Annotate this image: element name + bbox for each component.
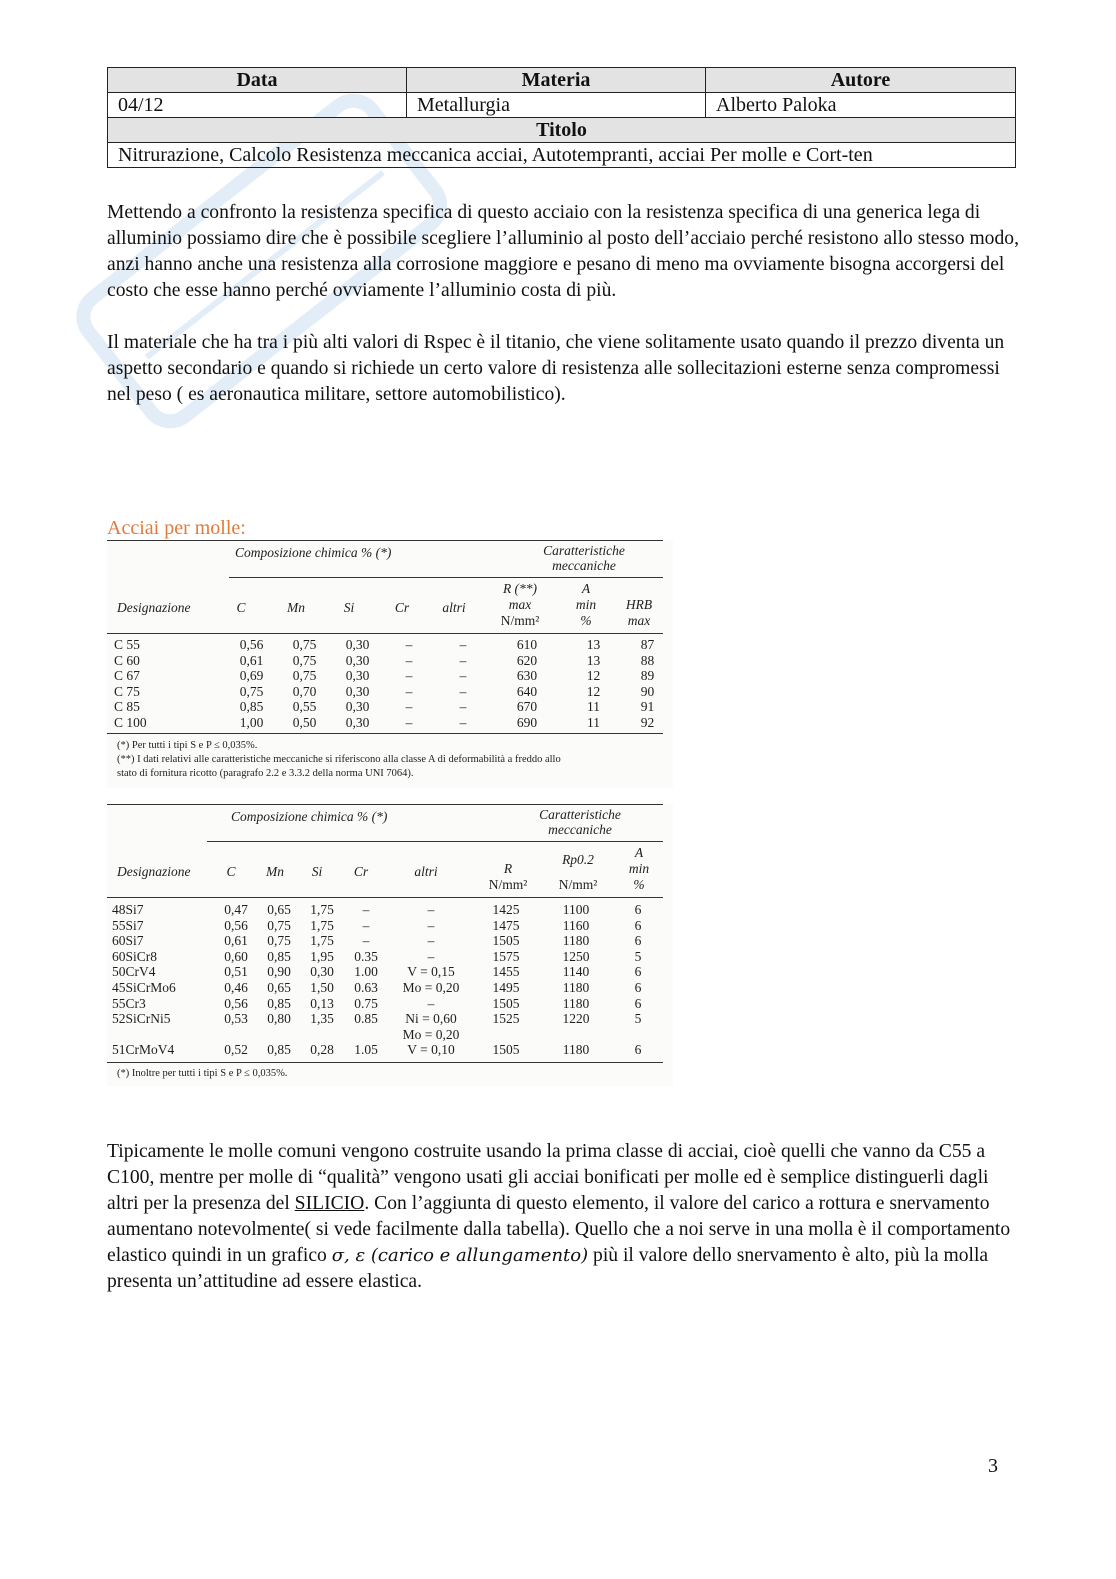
table1-cell-hrb: 92: [640, 714, 655, 730]
table1-h-cr: Cr: [394, 600, 410, 615]
table2-cell-altri: Mo = 0,20: [402, 979, 460, 995]
body-paragraph-2-part-c: più il valore dello snervamento è alto, più la molla presenta un’attitudine ad essere elastica.: [107, 1245, 989, 1292]
table2-cell-rp: 1140: [562, 964, 590, 980]
table1-h-a-3: %: [580, 613, 592, 628]
intro-paragraph-2: Il materiale che ha tra i più alti valori di Rspec è il titanio, che viene solitamente usato quando il prezzo diventa un aspetto secondario e quando si richiede un certo valore di resistenza alle sollecitazioni esterne senza compromessi nel peso ( es aeronautica militare, settore automobilistico).: [107, 332, 1005, 405]
table2-group-chem: Composizione chimica % (*): [231, 809, 388, 824]
table2-cell-cr: –: [362, 933, 370, 949]
table2-cell-mn: 0,80: [267, 1011, 291, 1027]
table2-cell-a: 6: [634, 1042, 642, 1058]
table2-cell-altri: V = 0,15: [407, 964, 455, 980]
table1-cell-hrb: 87: [640, 637, 655, 652]
table2-cell-si: 1,75: [310, 902, 334, 917]
table2-row: [112, 902, 663, 918]
table2-cell-mn: 0,65: [267, 979, 291, 995]
table2-row: [112, 996, 663, 1012]
table1-cell-a: 13: [586, 652, 601, 668]
table2-cell-des: 60SiCr8: [112, 948, 158, 964]
table1-cell-hrb: 90: [640, 683, 655, 699]
table1-cell-cr: –: [405, 699, 413, 715]
table2-cell-altri: –: [427, 933, 435, 949]
table2-cell-rp: 1180: [562, 995, 590, 1011]
table1-cell-si: 0,30: [345, 683, 370, 699]
table1-cell-mn: 0,70: [292, 683, 317, 699]
table1-cell-cr: –: [405, 668, 413, 684]
table2-cell-a: 5: [634, 948, 642, 964]
table2-cell-r: 1505: [492, 1042, 520, 1058]
table2-cell-a: [613, 1027, 663, 1043]
table1-h-r-3: N/mm²: [500, 613, 540, 628]
table1-cell-r: 620: [516, 652, 538, 668]
table2-body: [112, 902, 663, 1058]
body-paragraph-2: [107, 1139, 1022, 1295]
table2-cell-c: 0,51: [224, 964, 248, 980]
table1-cell-altri: –: [459, 668, 467, 684]
table2-row: [112, 933, 663, 949]
table1-cell-mn: 0,75: [292, 652, 317, 668]
table2-cell-des: 51CrMoV4: [112, 1042, 175, 1058]
table2-cell-c: 0,60: [224, 948, 248, 964]
table-alloy-spring-steels: [107, 804, 673, 1086]
table1-note-2a: (**) I dati relativi alle caratteristiche meccaniche si riferiscono alla classe A di deformabilità a freddo allo: [117, 754, 561, 765]
table2-cell-des: 55Si7: [112, 917, 144, 933]
table2-cell-a: 6: [634, 917, 642, 933]
table2-cell-altri: Ni = 0,60: [405, 1011, 457, 1027]
table1-rule-mech: [497, 577, 663, 578]
table2-cell-c: 0,52: [224, 1042, 248, 1058]
table2-cell-rp: 1220: [562, 1011, 590, 1027]
table2-cell-cr: 0.85: [354, 1011, 378, 1027]
table1-h-c: C: [236, 600, 246, 615]
page-number: 3: [988, 1455, 998, 1477]
header-titolo-value: Nitrurazione, Calcolo Resistenza meccanica acciai, Autotempranti, acciai Per molle e Cort-ten: [108, 143, 1016, 168]
table1-cell-c: 0,69: [239, 668, 264, 684]
table1-cell-mn: 0,50: [292, 714, 317, 730]
table2-cell-mn: 0,75: [267, 933, 291, 949]
table2-h-r-2: N/mm²: [488, 877, 528, 892]
table2-cell-c: [215, 1027, 257, 1043]
table2-h-a-3: %: [633, 877, 645, 892]
table2-cell-c: 0,56: [224, 917, 248, 933]
table1-cell-c: 0,85: [239, 699, 264, 715]
table2-cell-r: 1495: [492, 979, 520, 995]
table2-h-r-1: R: [503, 861, 513, 876]
table1-cell-c: 0,61: [239, 652, 264, 668]
table2-cell-c: 0,47: [224, 902, 248, 917]
table1-cell-r: 640: [516, 683, 538, 699]
table2-cell-r: 1505: [492, 995, 520, 1011]
table1-cell-hrb: 91: [640, 699, 655, 715]
table2-cell-r: 1505: [492, 933, 520, 949]
table1-cell-c: 0,56: [239, 637, 264, 652]
table1-cell-mn: 0,75: [292, 637, 317, 652]
table1-cell-hrb: 89: [640, 668, 655, 684]
table1-row: [114, 684, 670, 700]
table2-cell-r: 1575: [492, 948, 520, 964]
table2-cell-r: 1425: [492, 902, 520, 917]
document-header-table: [107, 67, 1016, 168]
header-data-value: 04/12: [108, 93, 407, 118]
table2-cell-altri: –: [427, 917, 435, 933]
section-title-acciai-per-molle: Acciai per molle:: [107, 517, 246, 539]
table1-cell-cr: –: [405, 683, 413, 699]
table2-cell-rp: [539, 1027, 613, 1043]
table1-cell-r: 630: [516, 668, 538, 684]
table1-cell-si: 0,30: [345, 699, 370, 715]
table2-h-rp-2: N/mm²: [558, 877, 598, 892]
table1-cell-r: 610: [516, 637, 538, 652]
table2-h-a-2: min: [628, 861, 650, 876]
table1-cell-cr: –: [405, 714, 413, 730]
table2-cell-altri: –: [427, 902, 435, 917]
table2-cell-c: 0,46: [224, 979, 248, 995]
table1-cell-des: C 55: [114, 637, 140, 652]
table1-h-altri: altri: [442, 600, 466, 615]
table1-group-chem: Composizione chimica % (*): [235, 545, 392, 560]
table1-cell-si: 0,30: [345, 668, 370, 684]
table1-rule-top: [107, 540, 663, 541]
header-col-autore: Autore: [706, 68, 1016, 93]
table1-cell-altri: –: [459, 637, 467, 652]
table2-row: [112, 949, 663, 965]
table1-cell-altri: –: [459, 652, 467, 668]
table2-cell-r: 1525: [492, 1011, 520, 1027]
table1-cell-des: C 60: [114, 652, 140, 668]
table1-cell-c: 0,75: [239, 683, 264, 699]
table1-rule-chem: [229, 577, 499, 578]
table2-cell-rp: 1180: [562, 979, 590, 995]
table1-body: [114, 637, 670, 731]
table1-cell-si: 0,30: [345, 652, 370, 668]
table1-group-mech-2: meccaniche: [552, 558, 616, 573]
table1-row: [114, 637, 670, 653]
table2-cell-cr: 0.35: [354, 948, 378, 964]
table1-rule-bottom: [107, 733, 663, 734]
header-titolo-label: Titolo: [108, 118, 1016, 143]
table1-cell-a: 13: [586, 637, 601, 652]
table1-cell-r: 670: [516, 699, 538, 715]
table2-cell-mn: 0,85: [267, 1042, 291, 1058]
table2-cell-si: 1,50: [310, 979, 334, 995]
table2-cell-a: 6: [634, 933, 642, 949]
header-materia-value: Metallurgia: [407, 93, 706, 118]
table2-h-a-1: A: [634, 845, 644, 860]
header-autore-value: Alberto Paloka: [706, 93, 1016, 118]
table2-cell-r: 1475: [492, 917, 520, 933]
table1-h-a-2: min: [575, 597, 597, 612]
table2-h-c: C: [226, 864, 236, 879]
table2-cell-rp: 1100: [562, 902, 590, 917]
table2-row: [112, 1011, 663, 1027]
table2-cell-cr: –: [362, 902, 370, 917]
table2-h-altri: altri: [414, 864, 438, 879]
table2-cell-cr: 1.05: [354, 1042, 378, 1058]
table2-rule-top: [107, 804, 663, 805]
table1-cell-c: 1,00: [239, 714, 264, 730]
table2-cell-rp: 1160: [562, 917, 590, 933]
table2-row: [112, 1027, 663, 1043]
table2-cell-si: 0,30: [310, 964, 334, 980]
table1-row: [114, 653, 670, 669]
table1-row: [114, 668, 670, 684]
table2-cell-si: 0,13: [310, 995, 334, 1011]
table2-cell-des: [112, 1027, 215, 1043]
table2-cell-si: 0,28: [310, 1042, 334, 1058]
table1-cell-des: C 85: [114, 699, 140, 715]
table2-cell-rp: 1180: [562, 1042, 590, 1058]
table2-cell-des: 50CrV4: [112, 964, 156, 980]
table1-h-hrb-2: max: [627, 613, 651, 628]
table2-h-si: Si: [311, 864, 323, 879]
table1-note-2b: stato di fornitura ricotto (paragrafo 2.2 e 3.3.2 della norma UNI 7064).: [117, 768, 414, 779]
table1-row: [114, 699, 670, 715]
table2-cell-si: 1,75: [310, 917, 334, 933]
table1-cell-r: 690: [516, 714, 538, 730]
table2-cell-des: 55Cr3: [112, 995, 146, 1011]
table1-h-mn: Mn: [287, 600, 305, 615]
table2-cell-altri: –: [427, 995, 435, 1011]
table2-row: [112, 918, 663, 934]
table2-cell-mn: 0,85: [267, 948, 291, 964]
table2-cell-si: [301, 1027, 343, 1043]
table1-group-mech-1: Caratteristiche: [543, 543, 625, 558]
table2-cell-si: 1,95: [310, 948, 334, 964]
header-col-materia: Materia: [407, 68, 706, 93]
table1-cell-a: 11: [587, 699, 600, 715]
table1-cell-a: 11: [587, 714, 600, 730]
table1-cell-mn: 0,75: [292, 668, 317, 684]
table2-row: [112, 1042, 663, 1058]
table1-cell-cr: –: [405, 652, 413, 668]
table1-cell-des: C 100: [114, 714, 147, 730]
table2-h-designazione: Designazione: [117, 864, 191, 879]
table2-cell-r: 1455: [492, 964, 520, 980]
table1-h-hrb-1: HRB: [625, 597, 653, 612]
table2-cell-a: 6: [634, 979, 642, 995]
table2-cell-mn: [257, 1027, 301, 1043]
table2-row: [112, 964, 663, 980]
table2-cell-a: 6: [634, 995, 642, 1011]
header-col-data: Data: [108, 68, 407, 93]
table2-cell-cr: 1.00: [354, 964, 378, 980]
table2-cell-mn: 0,90: [267, 964, 291, 980]
table2-cell-a: 5: [634, 1011, 642, 1027]
table2-cell-rp: 1250: [562, 948, 590, 964]
table1-h-designazione: Designazione: [117, 600, 191, 615]
table2-cell-c: 0,56: [224, 995, 248, 1011]
table1-cell-altri: –: [459, 714, 467, 730]
table2-cell-cr: –: [362, 917, 370, 933]
table2-cell-r: [473, 1027, 539, 1043]
body-paragraph-2-part-a: Tipicamente le molle comuni vengono costruite usando la prima classe di acciai, cioè quelli che vanno da C55 a C100, mentre per molle di “qualità” vengono usati gli acciai bonificati per molle ed è semplice distinguerli dagli altri per la presenza del: [107, 1141, 989, 1214]
table2-cell-c: 0,53: [224, 1011, 248, 1027]
table1-cell-des: C 75: [114, 683, 140, 699]
table2-cell-si: 1,35: [310, 1011, 334, 1027]
table1-cell-hrb: 88: [640, 652, 655, 668]
table2-rule-chem: [207, 841, 485, 842]
table2-cell-des: 48Si7: [112, 902, 144, 917]
table-carbon-spring-steels: [107, 540, 673, 788]
table2-cell-c: 0,61: [224, 933, 248, 949]
table2-rule-bottom: [107, 1062, 663, 1063]
table2-cell-altri: Mo = 0,20: [402, 1026, 460, 1042]
table2-cell-cr: 0.63: [354, 979, 378, 995]
table1-h-si: Si: [343, 600, 355, 615]
intro-paragraph-1: Mettendo a confronto la resistenza specifica di questo acciaio con la resistenza specifica di una generica lega di alluminio possiamo dire che è possibile scegliere l’alluminio al posto dell’acciaio perché resistono allo stesso modo, anzi hanno anche una resistenza alla corrosione maggiore e pesano di meno ma ovviamente bisogna accorgersi del costo che esse hanno perché ovviamente l’alluminio costa di più.: [107, 202, 1019, 301]
table1-cell-altri: –: [459, 683, 467, 699]
table2-h-mn: Mn: [266, 864, 284, 879]
table2-cell-des: 52SiCrNi5: [112, 1011, 171, 1027]
silicio-underlined: SILICIO: [294, 1193, 365, 1214]
table1-cell-a: 12: [586, 683, 601, 699]
table2-cell-mn: 0,75: [267, 917, 291, 933]
table1-h-a-1: A: [581, 581, 591, 596]
table2-note-1: (*) Inoltre per tutti i tipi S e P ≤ 0,035%.: [117, 1068, 288, 1079]
table2-row: [112, 980, 663, 996]
table1-cell-mn: 0,55: [292, 699, 317, 715]
table2-h-rp-1: Rp0.2: [562, 852, 594, 867]
table2-cell-des: 60Si7: [112, 933, 144, 949]
table2-cell-mn: 0,85: [267, 995, 291, 1011]
table2-cell-des: 45SiCrMo6: [112, 979, 176, 995]
table1-h-r-2: max: [508, 597, 532, 612]
table2-group-mech-2: meccaniche: [548, 822, 612, 837]
table1-rule-header-bottom: [107, 633, 663, 634]
table2-cell-cr: [343, 1027, 389, 1043]
table1-cell-cr: –: [405, 637, 413, 652]
table1-h-r-1: R (**): [502, 581, 538, 596]
table2-cell-altri: –: [427, 948, 435, 964]
table2-cell-a: 6: [634, 902, 642, 917]
table2-h-cr: Cr: [353, 864, 369, 879]
table1-cell-des: C 67: [114, 668, 140, 684]
table2-cell-si: 1,75: [310, 933, 334, 949]
table2-cell-altri: V = 0,10: [407, 1042, 455, 1058]
table2-cell-mn: 0,65: [267, 902, 291, 917]
sigma-epsilon-formula: σ, ε (carico e allungamento): [331, 1245, 589, 1266]
table1-note-1: (*) Per tutti i tipi S e P ≤ 0,035%.: [117, 740, 258, 751]
body-paragraph-2-part-b: . Con l’aggiunta di questo elemento, il valore del carico a rottura e snervamento aumentano notevolmente( si vede facilmente dalla tabella). Quello che a noi serve in una molla è il comportamento elastico quindi in un grafico: [107, 1193, 1011, 1266]
table1-cell-si: 0,30: [345, 714, 370, 730]
table1-cell-a: 12: [586, 668, 601, 684]
table1-row: [114, 715, 670, 731]
table1-cell-si: 0,30: [345, 637, 370, 652]
table2-rule-header-bottom: [107, 897, 663, 898]
table2-cell-a: 6: [634, 964, 642, 980]
table1-cell-altri: –: [459, 699, 467, 715]
table2-cell-rp: 1180: [562, 933, 590, 949]
table2-cell-cr: 0.75: [354, 995, 378, 1011]
table2-group-mech-1: Caratteristiche: [539, 807, 621, 822]
table2-rule-mech: [479, 841, 663, 842]
